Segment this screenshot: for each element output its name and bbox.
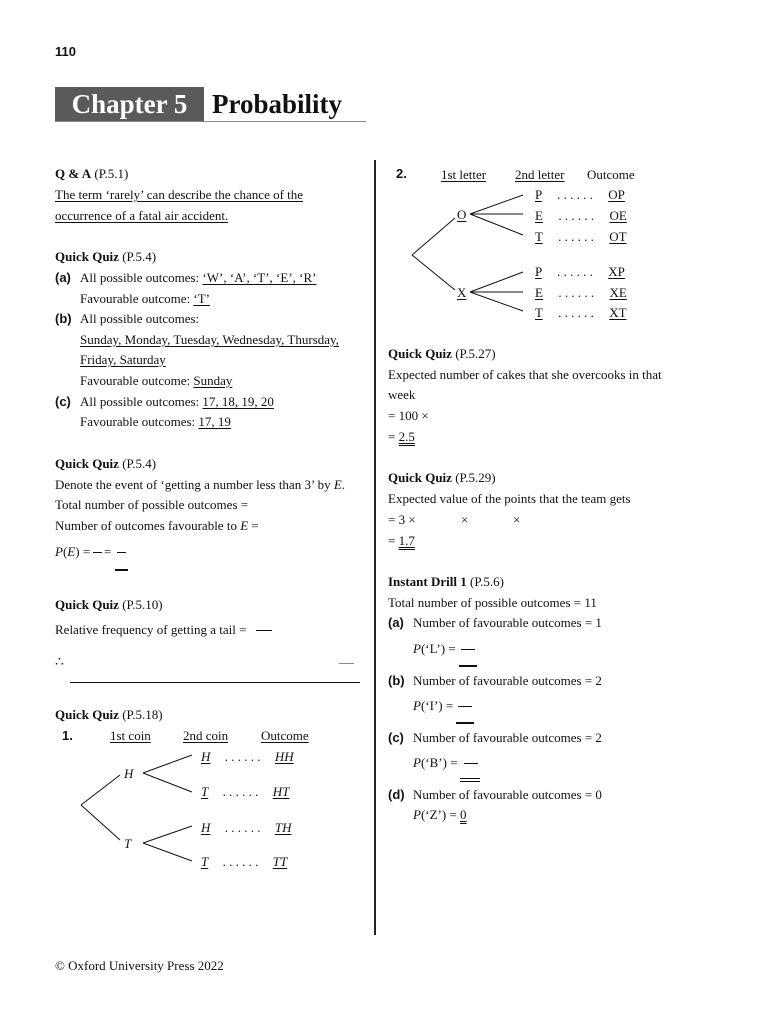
qq1-a-value: ‘W’, ‘A’, ‘T’, ‘E’, ‘R’ <box>202 270 317 285</box>
qq1-c-value: 17, 18, 19, 20 <box>202 394 274 409</box>
drill-a-line <box>388 615 602 631</box>
letter-row-dots: . . . . . . <box>558 285 595 300</box>
qa-ref: (P.5.1) <box>94 166 129 181</box>
qq6-times-2: × <box>513 512 521 527</box>
drill-heading-line <box>388 574 504 590</box>
qq5-heading: Quick Quiz <box>388 346 452 361</box>
drill-a-label: (a) <box>388 615 404 630</box>
qq2-equals-2: = <box>104 544 112 559</box>
letter-branch-ot <box>470 214 523 235</box>
qq1-b-fav-value: Sunday <box>193 373 233 388</box>
q2-number: 2. <box>396 166 407 181</box>
qq1-a-label: (a) <box>55 270 71 285</box>
qq2-p-event: E <box>67 544 76 559</box>
drill-c-answer-underline-top <box>460 778 480 779</box>
drill-a-p: P <box>413 641 421 656</box>
qq1-b-value-2: Friday, Saturday <box>80 352 166 367</box>
drill-d-label: (d) <box>388 787 405 802</box>
qq2-heading: Quick Quiz <box>55 456 119 471</box>
qq2-line-2: Total number of possible outcomes = <box>55 497 249 512</box>
footer-copyright: © Oxford University Press 2022 <box>55 958 224 973</box>
letter-node-o: O <box>457 207 467 222</box>
drill-c-label: (c) <box>388 730 404 745</box>
drill-b-p: P <box>413 698 421 713</box>
drill-c-prob <box>413 755 458 771</box>
drill-d-arg: (‘Z’) = <box>420 807 461 822</box>
qq2-line-1-end: . <box>341 477 346 492</box>
qq2-p-symbol: P <box>55 544 63 559</box>
qq6-equals: = <box>388 533 399 548</box>
chapter-label: Chapter 5 <box>55 87 204 122</box>
qq6-answer: 1.7 <box>398 533 415 548</box>
qq5-line-4 <box>388 429 415 445</box>
drill-c-p: P <box>413 755 421 770</box>
qq1-heading: Quick Quiz <box>55 249 119 264</box>
coin-row-outcome: HT <box>272 784 290 799</box>
drill-d-text: Number of favourable outcomes = 0 <box>413 787 602 802</box>
letter-row <box>535 208 627 224</box>
letter-row-dots: . . . . . . <box>558 305 594 320</box>
qq3-ref: (P.5.10) <box>122 597 163 612</box>
qq6-heading-line <box>388 470 496 486</box>
letter-row-dots: . . . . . . <box>557 264 593 279</box>
drill-a-text: Number of favourable outcomes = 1 <box>413 615 602 630</box>
qq2-paren-open: ( <box>62 544 68 559</box>
qq4-number: 1. <box>62 728 73 743</box>
qq1-c-fav-text: Favourable outcomes: <box>80 414 199 429</box>
drill-c-text: Number of favourable outcomes = 2 <box>413 730 602 745</box>
letter-row-dots: . . . . . . <box>557 187 593 202</box>
qq4-heading: Quick Quiz <box>55 707 119 722</box>
drill-a-answer-underline <box>459 665 477 667</box>
qq5-heading-line <box>388 346 496 362</box>
qq1-c-fav-value: 17, 19 <box>198 414 231 429</box>
qq1-c-label: (c) <box>55 394 71 409</box>
letter-row-second: E <box>535 285 543 300</box>
qq1-b-text: All possible outcomes: <box>80 311 200 326</box>
coin-row-second: H <box>201 749 211 764</box>
qq1-b-value-1: Sunday, Monday, Tuesday, Wednesday, Thursday, <box>80 332 339 347</box>
letter-branch-x <box>412 255 455 290</box>
qq6-heading: Quick Quiz <box>388 470 452 485</box>
letter-row-second: P <box>535 264 542 279</box>
qq2-line-3-end: = <box>248 518 259 533</box>
qq1-b-fav-text: Favourable outcome: <box>80 373 194 388</box>
coin-row-second: H <box>201 820 211 835</box>
letter-row <box>535 187 625 203</box>
qq4-col-outcome: Outcome <box>261 728 309 743</box>
drill-b-text: Number of favourable outcomes = 2 <box>413 673 602 688</box>
drill-b-answer-underline <box>456 722 474 724</box>
page-number: 110 <box>55 44 76 59</box>
qq5-line-1: Expected number of cakes that she overcooks in that <box>388 367 662 382</box>
qq6-ref: (P.5.29) <box>455 470 496 485</box>
coin-row-outcome: TT <box>272 854 288 869</box>
drill-b-arg: (‘I’) = <box>420 698 454 713</box>
letter-row-outcome: OE <box>609 208 627 223</box>
letter-row-outcome: OP <box>608 187 625 202</box>
letter-row <box>535 229 627 245</box>
letter-row-second: T <box>535 305 543 320</box>
qa-answer-line-1: The term ‘rarely’ can describe the chance of the <box>55 187 304 202</box>
qq4-col-2nd-coin: 2nd coin <box>183 728 229 743</box>
drill-d-prob <box>413 807 467 823</box>
drill-d-p: P <box>413 807 421 822</box>
letter-node-x: X <box>457 285 467 300</box>
coin-node-h: H <box>124 766 134 781</box>
qq4-ref: (P.5.18) <box>122 707 163 722</box>
letter-row-dots: . . . . . . <box>558 208 595 223</box>
qq3-heading: Quick Quiz <box>55 597 119 612</box>
coin-row-second: T <box>201 854 209 869</box>
qq1-c-text: All possible outcomes: <box>80 394 203 409</box>
qq2-line-1-text: Denote the event of ‘getting a number less than 3’ by <box>55 477 334 492</box>
qq2-ref: (P.5.4) <box>122 456 157 471</box>
qq6-line-3 <box>388 533 415 549</box>
qq2-paren-close: ) = <box>75 544 91 559</box>
qq5-ref: (P.5.27) <box>455 346 496 361</box>
qq5-equals: = <box>388 429 399 444</box>
drill-d-line <box>388 787 602 803</box>
letter-row-outcome: XE <box>609 285 627 300</box>
letter-branch-o <box>412 218 455 255</box>
therefore-symbol: ∴ <box>55 655 64 670</box>
qq6-line-2: = 3 × <box>388 512 416 527</box>
qa-heading: Q & A <box>55 166 92 181</box>
drill-b-fraction-bar <box>458 706 472 707</box>
coin-row-dots: . . . . . . <box>222 784 259 799</box>
coin-row-second: T <box>201 784 209 799</box>
letter-row-outcome: XP <box>608 264 625 279</box>
qq3-line-1: Relative frequency of getting a tail = <box>55 622 247 637</box>
letter-row-second: T <box>535 229 543 244</box>
drill-heading: Instant Drill 1 <box>388 574 467 589</box>
qq2-line-3-text: Number of outcomes favourable to <box>55 518 241 533</box>
qq1-a-text: All possible outcomes: <box>80 270 203 285</box>
drill-a-fraction-bar <box>461 649 475 650</box>
letter-row <box>535 264 625 280</box>
coin-row-dots: . . . . . . <box>222 854 259 869</box>
qq2-event-symbol-2: E <box>240 518 249 533</box>
letter-row-second: P <box>535 187 542 202</box>
q2-col-outcome: Outcome <box>587 167 635 182</box>
coin-row-dots: . . . . . . <box>224 749 261 764</box>
letter-branch-xp <box>470 272 523 292</box>
qq5-line-3: = 100 × <box>388 408 429 423</box>
qq1-a-fav-text: Favourable outcome: <box>80 291 194 306</box>
q2-col-1st-letter: 1st letter <box>441 167 487 182</box>
qq2-event-symbol: E <box>333 477 342 492</box>
letter-branch-xt <box>470 292 523 311</box>
letter-row <box>535 285 627 301</box>
drill-line-1: Total number of possible outcomes = 11 <box>388 595 597 610</box>
drill-a-prob <box>413 641 456 657</box>
drill-c-fraction-bar <box>464 763 478 764</box>
letter-row-outcome: OT <box>609 229 627 244</box>
qq5-line-2: week <box>388 387 416 402</box>
drill-c-answer-underline-bottom <box>460 781 480 782</box>
qq6-line-1: Expected value of the points that the team gets <box>388 491 631 506</box>
drill-c-line <box>388 730 602 746</box>
letter-branch-op <box>470 195 523 214</box>
qq6-times-1: × <box>461 512 469 527</box>
drill-c-arg: (‘B’) = <box>420 755 458 770</box>
coin-row-dots: . . . . . . <box>224 820 261 835</box>
drill-b-line <box>388 673 602 689</box>
letter-row-outcome: XT <box>609 305 627 320</box>
coin-row-outcome: TH <box>274 820 292 835</box>
drill-b-prob <box>413 698 453 714</box>
drill-d-answer: 0 <box>460 807 467 822</box>
qq1-a-fav-value: ‘T’ <box>193 291 210 306</box>
drill-b-label: (b) <box>388 673 405 688</box>
qq1-ref: (P.5.4) <box>122 249 157 264</box>
qa-answer-line-2: occurrence of a fatal air accident. <box>55 208 229 223</box>
qq5-answer: 2.5 <box>398 429 415 444</box>
letter-row-dots: . . . . . . <box>558 229 594 244</box>
drill-ref: (P.5.6) <box>469 574 504 589</box>
coin-row-outcome: HH <box>274 749 294 764</box>
coin-node-t: T <box>124 836 132 851</box>
letter-row-second: E <box>535 208 543 223</box>
q2-col-2nd-letter: 2nd letter <box>515 167 565 182</box>
letter-row <box>535 305 627 321</box>
drill-a-arg: (‘L’) = <box>420 641 456 656</box>
chapter-title: Probability <box>212 89 343 119</box>
qq4-col-1st-coin: 1st coin <box>110 728 151 743</box>
qq1-b-label: (b) <box>55 311 72 326</box>
